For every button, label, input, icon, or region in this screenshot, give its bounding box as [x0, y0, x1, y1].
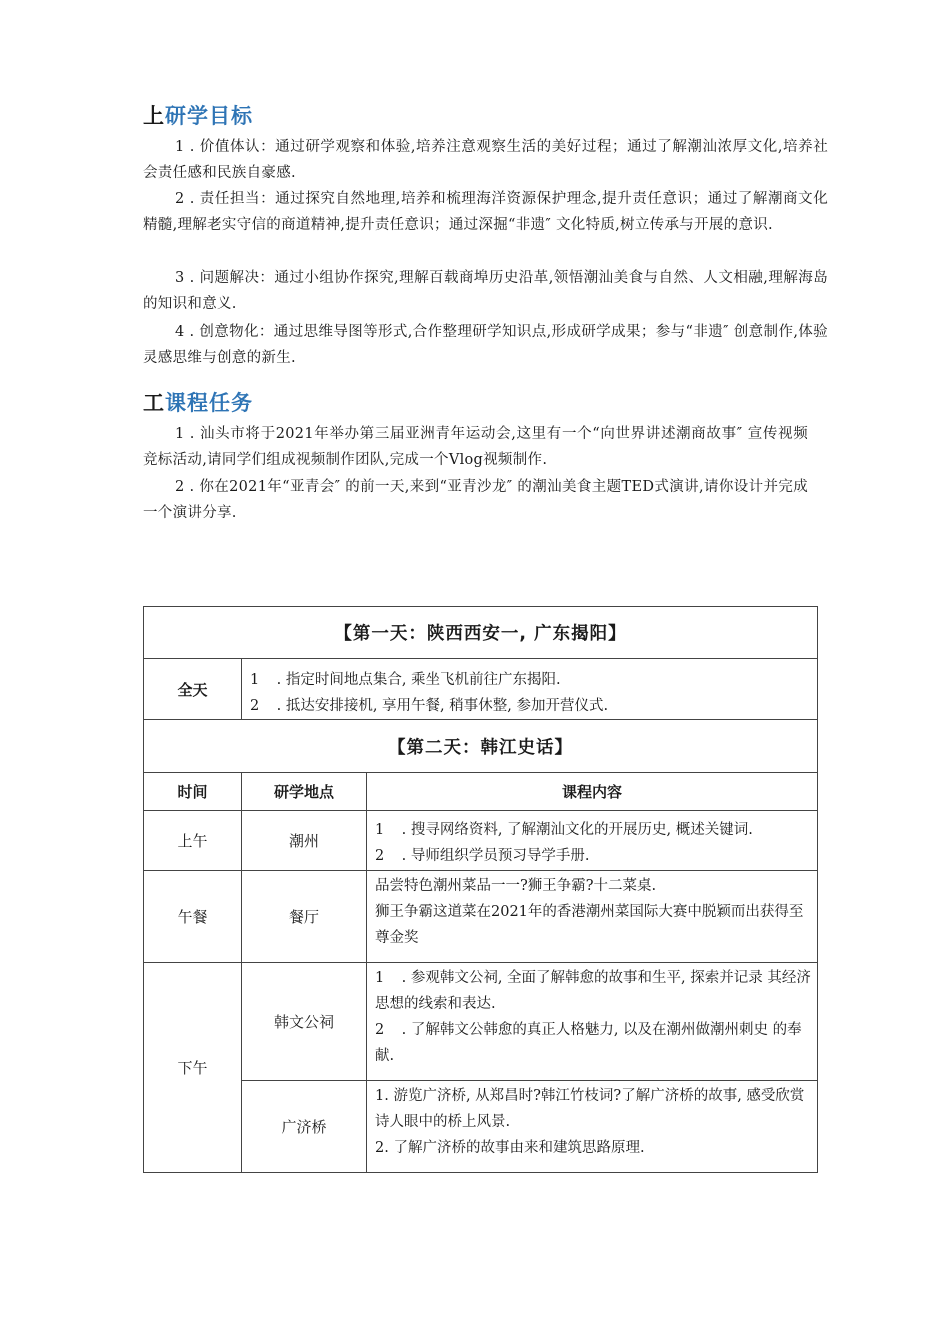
list-item: 1 . 搜寻网络资料, 了解潮汕文化的开展历史, 概述关键词.: [375, 822, 753, 838]
list-item: 1 . 参观韩文公祠, 全面了解韩愈的故事和生平, 探索并记录 其经济思想的线索和表达.: [375, 970, 811, 1012]
afternoon-content-1: [367, 963, 818, 1081]
list-item: 2. 了解广济桥的故事由来和建筑思路原理.: [375, 1140, 645, 1156]
list-item: 1. 游览广济桥, 从郑昌时?韩江竹枝词?了解广济桥的故事, 感受欣赏诗人眼中的桥上风景.: [375, 1088, 805, 1130]
heading-title: 课程任务: [165, 391, 253, 415]
morning-time: 上午: [144, 811, 242, 871]
afternoon-place-2: 广济桥: [242, 1081, 367, 1173]
day1-content: [242, 659, 818, 720]
section-heading-tasks: [143, 387, 253, 417]
task-item-2: 2 . 你在2021年“亚青会″ 的前一天,来到“亚青沙龙″ 的潮汕美食主题TED式演讲,请你设计并完成一个演讲分享.: [143, 479, 808, 521]
goal-item-1: 1 . 价值体认：通过研学观察和体验,培养注意观察生活的美好过程；通过了解潮汕浓厚文化,培养社会责任感和民族自豪感.: [143, 139, 828, 181]
header-time: 时间: [144, 773, 242, 811]
afternoon-place-1: 韩文公祠: [242, 963, 367, 1081]
goal-item-3: 3 . 问题解决：通过小组协作探究,理解百载商埠历史沿革,领悟潮汕美食与自然、人文相融,理解海岛的知识和意义.: [143, 270, 828, 312]
heading-mark: 上: [143, 104, 165, 128]
afternoon-content-2: [367, 1081, 818, 1173]
lunch-time: 午餐: [144, 871, 242, 963]
day1-title: 【第一天：陕西西安一, 广东揭阳】: [144, 607, 818, 659]
heading-title: 研学目标: [165, 104, 253, 128]
header-content: 课程内容: [367, 773, 818, 811]
heading-mark: 工: [143, 391, 165, 415]
goal-item-2: 2 . 责任担当：通过探究自然地理,培养和梳理海洋资源保护理念,提升责任意识；通过了解潮商文化精髓,理解老实守信的商道精神,提升责任意识；通过深掘“非遗″ 文化特质,树立传承与开展的意识.: [143, 191, 828, 233]
list-item: 品尝特色潮州菜品一一?狮王争霸?十二菜桌.: [375, 878, 657, 894]
lunch-content: [367, 871, 818, 963]
day1-period: 全天: [144, 659, 242, 720]
task-item-1: 1 . 汕头市将于2021年举办第三届亚洲青年运动会,这里有一个“向世界讲述潮商故事″ 宣传视频竞标活动,请同学们组成视频制作团队,完成一个Vlog视频制作.: [143, 426, 808, 468]
header-place: 研学地点: [242, 773, 367, 811]
section-heading-goals: [143, 100, 253, 130]
morning-content: [367, 811, 818, 871]
list-item: 1 . 指定时间地点集合, 乘坐飞机前往广东揭阳.: [250, 672, 561, 688]
afternoon-time: 下午: [144, 963, 242, 1173]
lunch-place: 餐厅: [242, 871, 367, 963]
schedule-table: [143, 606, 818, 1173]
day2-title: 【第二天：韩江史话】: [144, 720, 818, 773]
goal-item-4: 4 . 创意物化：通过思维导图等形式,合作整理研学知识点,形成研学成果；参与“非遗″ 创意制作,体验灵感思维与创意的新生.: [143, 324, 828, 366]
list-item: 2 . 导师组织学员预习导学手册.: [375, 848, 590, 864]
list-item: 2 . 抵达安排接机, 享用午餐, 稍事休整, 参加开营仪式.: [250, 698, 609, 714]
morning-place: 潮州: [242, 811, 367, 871]
list-item: 2 . 了解韩文公韩愈的真正人格魅力, 以及在潮州做潮州刺史 的奉献.: [375, 1022, 802, 1064]
list-item: 狮王争霸这道菜在2021年的香港潮州菜国际大赛中脱颖而出获得至尊金奖: [375, 904, 804, 946]
